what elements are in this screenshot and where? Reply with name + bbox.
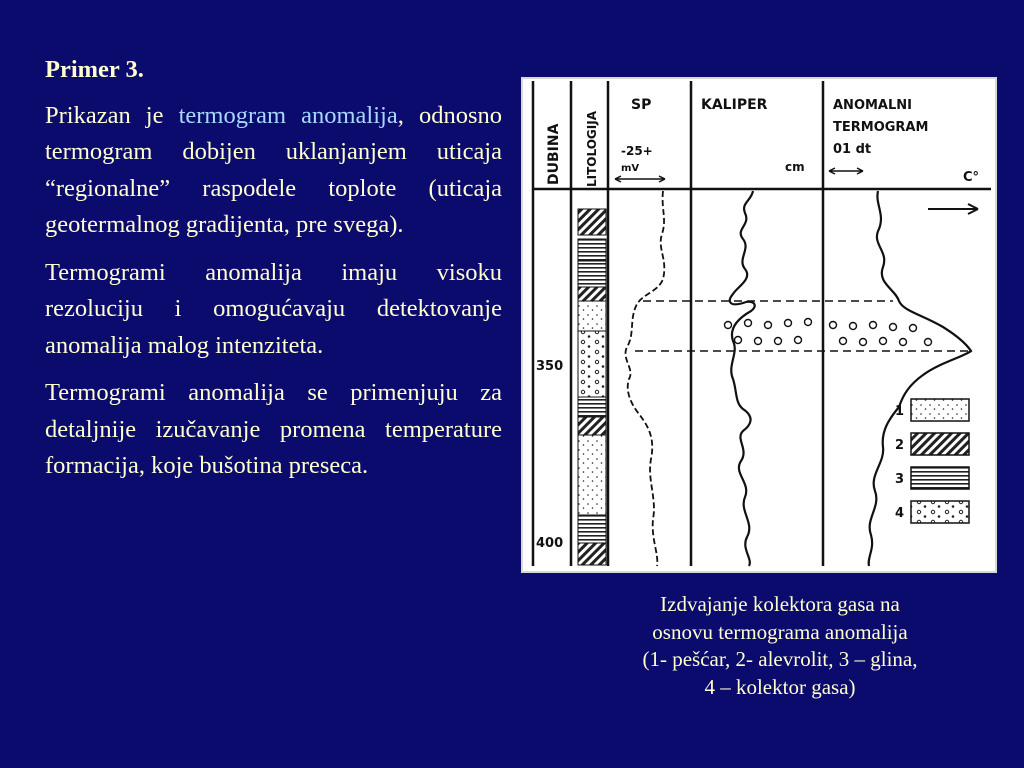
header-termogram: TERMOGRAM xyxy=(833,120,929,135)
header-sp-scale: -25+ xyxy=(621,144,653,158)
header-sp-unit: mV xyxy=(621,163,640,174)
header-kaliper-unit: cm xyxy=(785,160,805,174)
caliper-curve xyxy=(730,191,755,566)
header-dt: 01 dt xyxy=(833,142,872,157)
paragraph-2: Termogrami anomalija imaju visoku rezoluciju i omogućavaju detektovanje anomalija malog intenziteta. xyxy=(45,258,502,359)
text-column xyxy=(45,52,502,496)
legend-swatch-clay xyxy=(911,467,969,489)
header-litologija: LITOLOGIJA xyxy=(585,111,599,187)
header-kaliper: KALIPER xyxy=(701,97,768,113)
legend-label-1: 1 xyxy=(895,404,905,419)
paragraph-1-start: Prikazan je xyxy=(45,101,179,129)
gas-zone-markers xyxy=(725,319,932,346)
legend-swatch-gas xyxy=(911,501,969,523)
well-log-diagram xyxy=(523,79,995,571)
legend-label-4: 4 xyxy=(895,506,905,521)
lithology-column xyxy=(578,209,606,565)
legend xyxy=(895,399,969,523)
depth-label-400: 400 xyxy=(536,536,564,551)
well-log-figure xyxy=(521,77,997,573)
legend-swatch-siltstone xyxy=(911,433,969,455)
slide-title: Primer 3. xyxy=(45,56,144,83)
highlight-termogram-anomalija: termogram anomalija xyxy=(178,101,398,129)
paragraph-1 xyxy=(45,98,502,244)
caption-line-1: Izdvajanje kolektora gasa na xyxy=(660,592,900,616)
column-headers xyxy=(546,97,979,187)
paragraph-3: Termogrami anomalija se primenjuju za detaljnije izučavanje promena temperature formacija, koje bušotina preseca. xyxy=(45,379,502,479)
caption-line-4: 4 – kolektor gasa) xyxy=(704,674,856,699)
header-anomalni: ANOMALNI xyxy=(833,98,912,113)
legend-label-3: 3 xyxy=(895,472,905,487)
header-temp-unit: C° xyxy=(963,170,980,185)
paragraph-1-end: , odnosno termogram dobijen uklanjanjem uticaja “regionalne” raspodele toplote (uticaja geotermalnog gradijenta, pre svega). xyxy=(45,101,502,238)
sp-curve xyxy=(625,191,664,566)
legend-label-2: 2 xyxy=(895,438,905,453)
caption-line-3: (1- pešćar, 2- alevrolit, 3 – glina, xyxy=(642,647,918,671)
header-dubina: DUBINA xyxy=(546,123,562,185)
depth-label-350: 350 xyxy=(536,359,564,374)
legend-swatch-sand xyxy=(911,399,969,421)
header-sp: SP xyxy=(631,97,652,113)
caption-line-2: osnovu termograma anomalija xyxy=(652,619,908,644)
figure-caption xyxy=(560,591,1000,701)
